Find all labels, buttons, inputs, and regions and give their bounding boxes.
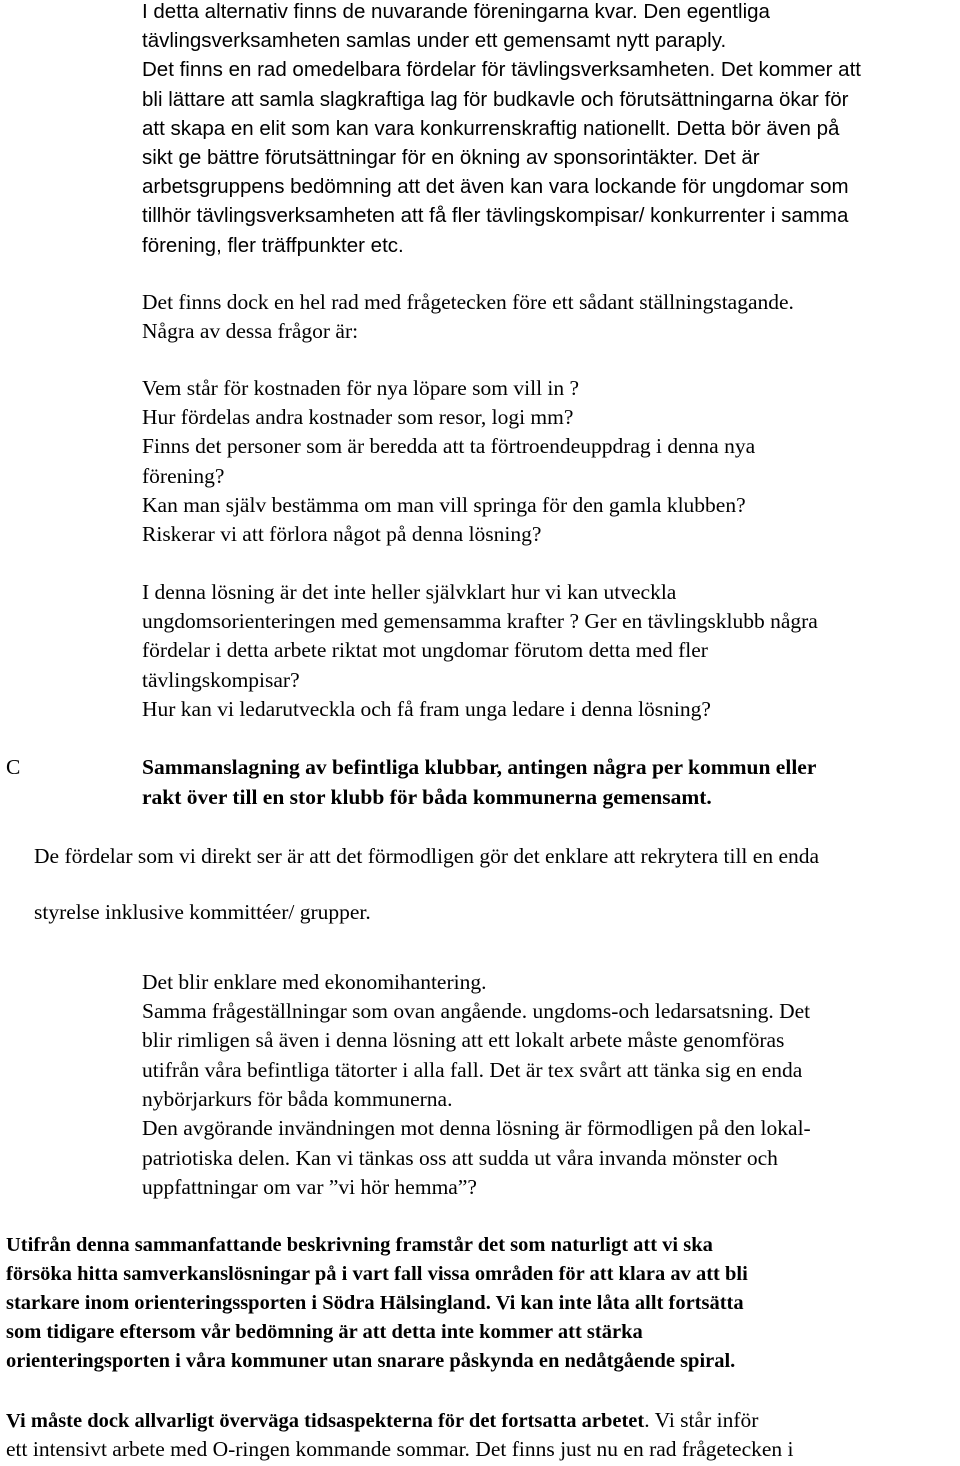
text-line: bli lättare att samla slagkraftiga lag för budkavle och förutsättningarna ökar för <box>142 88 849 111</box>
text-line: arbetsgruppens bedömning att det även kan vara lockande för ungdomar som <box>142 175 849 198</box>
text-line: De fördelar som vi direkt ser är att det förmodligen gör det enklare att rekrytera till en enda <box>34 844 820 868</box>
text-line: styrelse inklusive kommittéer/ grupper. <box>34 900 371 924</box>
text-line: utifrån våra befintliga tätorter i alla fall. Det är tex svårt att tänka sig en enda <box>142 1058 803 1082</box>
text-line: I denna lösning är det inte heller självklart hur vi kan utveckla <box>142 580 677 604</box>
text-line: tävlingsverksamheten samlas under ett gemensamt nytt paraply. <box>142 29 727 52</box>
list-item: Hur fördelas andra kostnader som resor, logi mm? <box>142 405 574 429</box>
text-line <box>6 1408 758 1433</box>
text-line: orienteringsporten i våra kommuner utan snarare påskynda en nedåtgående spiral. <box>6 1350 736 1372</box>
text-line: nybörjarkurs för båda kommunerna. <box>142 1087 453 1111</box>
text-line: blir rimligen så även i denna lösning att ett lokalt arbete måste genomföras <box>142 1028 785 1052</box>
text-line: patriotiska delen. Kan vi tänkas oss att sudda ut våra invanda mönster och <box>142 1146 778 1170</box>
text-line: att skapa en elit som kan vara konkurrenskraftig nationellt. Detta bör även på <box>142 117 840 140</box>
text-line: Den avgörande invändningen mot denna lösning är förmodligen på den lokal- <box>142 1116 811 1140</box>
text-line: sikt ge bättre förutsättningar för en ökning av sponsorintäkter. Det är <box>142 146 760 169</box>
text-line: Det blir enklare med ekonomihantering. <box>142 970 487 994</box>
section-heading: rakt över till en stor klubb för båda kommunerna gemensamt. <box>142 785 712 809</box>
list-item: Finns det personer som är beredda att ta förtroendeuppdrag i denna nya <box>142 434 756 458</box>
text-line: Hur kan vi ledarutveckla och få fram unga ledare i denna lösning? <box>142 697 711 721</box>
list-item: Vem står för kostnaden för nya löpare som vill in ? <box>142 376 580 400</box>
text-line: tävlingskompisar? <box>142 668 300 692</box>
list-item: Kan man själv bestämma om man vill springa för den gamla klubben? <box>142 493 746 517</box>
final-bold-text: Vi måste dock allvarligt överväga tidsaspekterna för det fortsatta arbetet <box>6 1410 645 1432</box>
text-line: ett intensivt arbete med O-ringen kommande sommar. Det finns just nu en rad frågetecken i <box>6 1437 794 1461</box>
text-line: I detta alternativ finns de nuvarande föreningarna kvar. Den egentliga <box>142 0 770 23</box>
text-line: Några av dessa frågor är: <box>142 319 359 343</box>
section-letter: C <box>6 755 21 779</box>
text-line: som tidigare eftersom vår bedömning är att detta inte kommer att stärka <box>6 1321 643 1343</box>
final-rest-text: . Vi står inför <box>644 1408 759 1432</box>
text-line: fördelar i detta arbete riktat mot ungdomar förutom detta med fler <box>142 638 708 662</box>
text-line: Det finns dock en hel rad med frågetecken före ett sådant ställningstagande. <box>142 290 794 314</box>
text-line: uppfattningar om var ”vi hör hemma”? <box>142 1175 477 1199</box>
text-line: tillhör tävlingsverksamheten att få fler tävlingskompisar/ konkurrenter i samma <box>142 204 849 227</box>
text-line: starkare inom orienteringssporten i Södra Hälsingland. Vi kan inte låta allt fortsätta <box>6 1292 744 1314</box>
text-line: Utifrån denna sammanfattande beskrivning framstår det som naturligt att vi ska <box>6 1234 713 1256</box>
list-item: Riskerar vi att förlora något på denna lösning? <box>142 522 542 546</box>
text-line: ungdomsorienteringen med gemensamma krafter ? Ger en tävlingsklubb några <box>142 609 818 633</box>
text-line: förening, fler träffpunkter etc. <box>142 234 404 257</box>
text-line: Det finns en rad omedelbara fördelar för tävlingsverksamheten. Det kommer att <box>142 58 861 81</box>
text-line: Samma frågeställningar som ovan angående. ungdoms-och ledarsatsning. Det <box>142 999 811 1023</box>
list-item: förening? <box>142 464 225 488</box>
text-line: försöka hitta samverkanslösningar på i vart fall vissa områden för att klara av att bli <box>6 1263 748 1285</box>
section-heading: Sammanslagning av befintliga klubbar, antingen några per kommun eller <box>142 755 817 779</box>
